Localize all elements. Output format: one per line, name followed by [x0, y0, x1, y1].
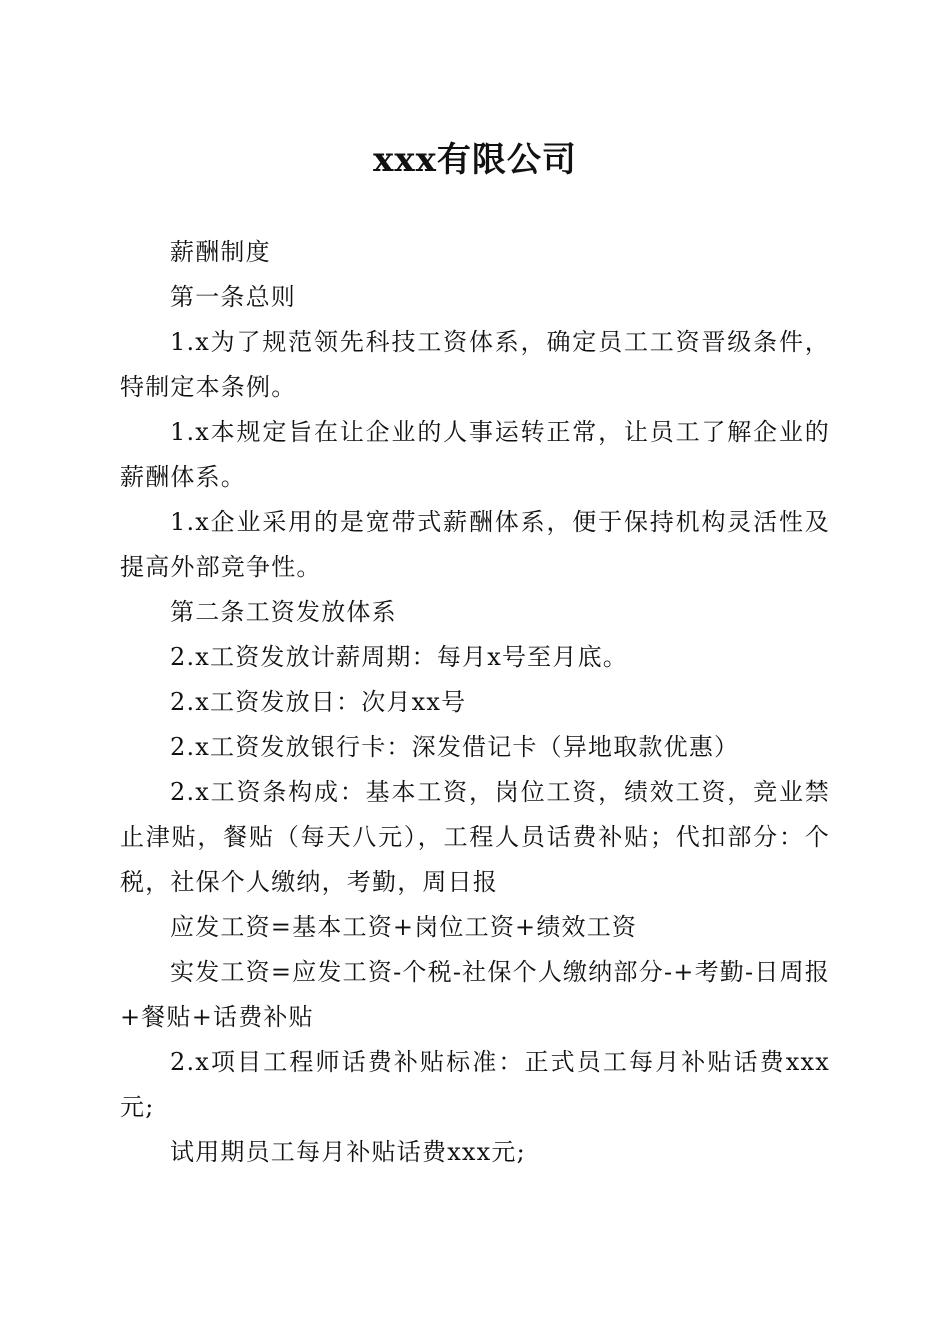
paragraph-2-3-bank-card: 2.x工资发放银行卡：深发借记卡（异地取款优惠） [170, 733, 740, 761]
paragraph-2-5-phone-subsidy: 2.x项目工程师话费补贴标准：正式员工每月补贴话费xxx元; [120, 1048, 830, 1121]
formula-gross-pay: 应发工资=基本工资+岗位工资+绩效工资 [170, 913, 638, 941]
article-heading-1: 第一条总则 [170, 283, 296, 311]
document-title: xxx有限公司 [373, 140, 577, 180]
paragraph-2-4-payslip-composition: 2.x工资条构成：基本工资，岗位工资，绩效工资，竞业禁止津贴，餐贴（每天八元），工程人员话费补贴；代扣部分：个税，社保个人缴纳，考勤，周日报 [120, 778, 830, 896]
paragraph-1-3-broadband: 1.x企业采用的是宽带式薪酬体系，便于保持机构灵活性及提高外部竞争性。 [120, 508, 830, 581]
section-label-salary-system: 薪酬制度 [170, 238, 271, 266]
paragraph-1-1-purpose: 1.x为了规范领先科技工资体系，确定员工工资晋级条件，特制定本条例。 [120, 328, 830, 401]
formula-net-pay: 实发工资=应发工资-个税-社保个人缴纳部分-+考勤-日周报+餐贴+话费补贴 [120, 958, 830, 1031]
article-heading-2: 第二条工资发放体系 [170, 598, 397, 626]
paragraph-2-2-pay-day: 2.x工资发放日：次月xx号 [170, 688, 467, 716]
paragraph-1-2-aim: 1.x本规定旨在让企业的人事运转正常，让员工了解企业的薪酬体系。 [120, 418, 830, 491]
paragraph-2-1-pay-period: 2.x工资发放计薪周期：每月x号至月底。 [170, 643, 628, 671]
paragraph-probation-subsidy: 试用期员工每月补贴话费xxx元; [170, 1138, 526, 1166]
document-body [120, 230, 830, 1175]
